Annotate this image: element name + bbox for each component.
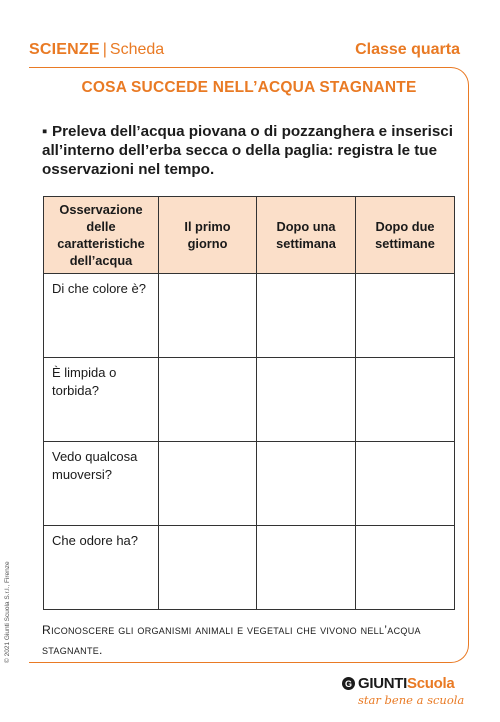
- table-header-row: [44, 197, 455, 274]
- instruction: [42, 122, 457, 179]
- copyright-text: © 2021 Giunti Scuola S.r.l., Firenze: [4, 561, 11, 663]
- answer-cell[interactable]: [159, 274, 257, 358]
- row-question: Che odore ha?: [44, 526, 159, 610]
- answer-cell[interactable]: [257, 526, 356, 610]
- answer-cell[interactable]: [257, 274, 356, 358]
- logo-brand-main: GIUNTI: [358, 675, 408, 692]
- header-first-day: Il primo giorno: [159, 197, 257, 274]
- subject-name: SCIENZE: [29, 41, 100, 58]
- page-header: [29, 41, 460, 61]
- sheet-kind: Scheda: [109, 41, 165, 58]
- logo-brand-accent: Scuola: [407, 675, 455, 692]
- header-after-two-weeks: Dopo due settimane: [356, 197, 455, 274]
- table-row: [44, 274, 455, 358]
- header-separator: |: [102, 41, 107, 58]
- subject-label: [29, 41, 164, 59]
- answer-cell[interactable]: [159, 442, 257, 526]
- grade-label: Classe quarta: [355, 41, 460, 58]
- table-row: [44, 358, 455, 442]
- answer-cell[interactable]: [356, 274, 455, 358]
- table-row: [44, 526, 455, 610]
- publisher-logo: [342, 675, 467, 715]
- instruction-text: Preleva dell’acqua piovana o di pozzanghera e inserisci all’interno dell’erba secca o della paglia: registra le tue osservazioni nel tempo.: [42, 123, 453, 178]
- answer-cell[interactable]: [159, 526, 257, 610]
- row-question: È limpida o torbida?: [44, 358, 159, 442]
- learning-objective: Riconoscere gli organismi animali e vegetali che vivono nell’acqua stagnante.: [42, 623, 421, 657]
- giunti-g-icon: G: [342, 677, 355, 690]
- row-question: Vedo qualcosa muoversi?: [44, 442, 159, 526]
- answer-cell[interactable]: [356, 358, 455, 442]
- answer-cell[interactable]: [356, 526, 455, 610]
- answer-cell[interactable]: [257, 442, 356, 526]
- bullet-icon: ▪: [42, 123, 48, 140]
- logo-brand: [342, 675, 467, 692]
- table-row: [44, 442, 455, 526]
- header-observation: Osservazione delle caratteristiche dell’acqua: [44, 197, 159, 274]
- answer-cell[interactable]: [257, 358, 356, 442]
- row-question: Di che colore è?: [44, 274, 159, 358]
- answer-cell[interactable]: [356, 442, 455, 526]
- observation-table: [43, 196, 455, 610]
- frame-top-line: [29, 67, 49, 68]
- worksheet-title: COSA SUCCEDE NELL’ACQUA STAGNANTE: [81, 79, 417, 96]
- copyright-notice: [4, 548, 14, 663]
- answer-cell[interactable]: [159, 358, 257, 442]
- header-after-one-week: Dopo una settimana: [257, 197, 356, 274]
- logo-tagline: star bene a scuola: [358, 693, 465, 707]
